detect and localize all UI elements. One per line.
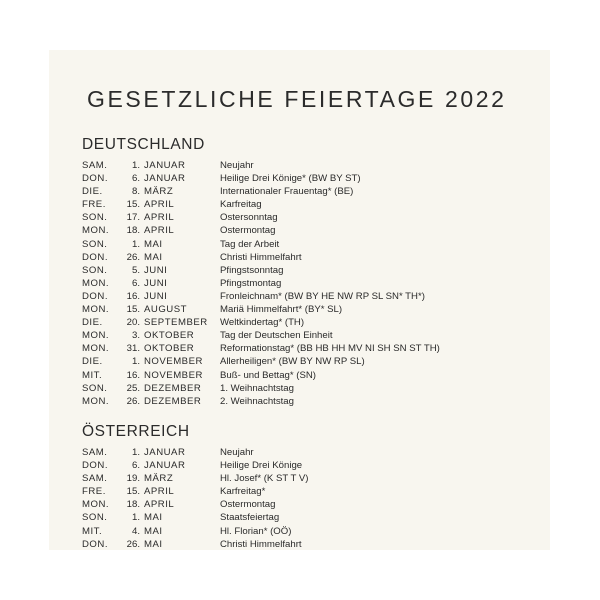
weekday-label: MON. xyxy=(82,499,110,511)
month-label: MAI xyxy=(144,512,163,524)
weekday-label: MON. xyxy=(82,343,110,355)
weekday-label: MON. xyxy=(82,330,110,342)
month-label: JANUAR xyxy=(144,447,186,458)
holiday-name: Ostermontag xyxy=(220,225,276,237)
month-label: DEZEMBER xyxy=(144,382,202,394)
date-number: 1. xyxy=(131,160,140,171)
holiday-name: Reformationstag* (BB HB HH MV NI SH SN ST TH) xyxy=(220,343,440,355)
month-label: MÄRZ xyxy=(144,186,174,198)
weekday-label: SON. xyxy=(82,382,108,394)
date-number: 18. xyxy=(126,225,140,237)
date-number: 6. xyxy=(131,460,140,472)
weekday-label: DON. xyxy=(82,460,108,472)
weekday-label: DON. xyxy=(82,538,108,550)
month-label: APRIL xyxy=(144,212,175,224)
month-label: APRIL xyxy=(144,199,175,211)
month-label: NOVEMBER xyxy=(144,369,203,381)
date-number: 3. xyxy=(131,330,140,342)
month-label: OKTOBER xyxy=(144,343,195,355)
date-number: 15. xyxy=(126,199,140,211)
month-label: MAI xyxy=(144,251,163,263)
holiday-name: Hl. Josef* (K ST T V) xyxy=(220,473,309,485)
month-label: MÄRZ xyxy=(144,473,174,485)
holiday-name: 1. Weihnachtstag xyxy=(220,382,294,394)
date-number: 4. xyxy=(131,525,140,537)
date-number: 26. xyxy=(126,538,140,550)
date-number: 1. xyxy=(131,356,140,368)
section-heading-austria: ÖSTERREICH xyxy=(82,423,190,440)
weekday-label: SON. xyxy=(82,212,108,224)
holiday-name: Tag der Arbeit xyxy=(220,238,280,250)
date-number: 5. xyxy=(131,264,140,276)
holiday-name: Christi Himmelfahrt xyxy=(220,538,302,550)
holiday-name: Tag der Deutschen Einheit xyxy=(220,330,333,342)
holiday-name: Allerheiligen* (BW BY NW RP SL) xyxy=(220,356,365,368)
date-number: 26. xyxy=(126,395,140,407)
holiday-name: Hl. Florian* (OÖ) xyxy=(220,525,292,537)
holiday-name: Karfreitag xyxy=(220,199,262,211)
holiday-name: Ostersonntag xyxy=(220,212,278,224)
holiday-name: 2. Weihnachtstag xyxy=(220,395,294,407)
weekday-label: FRE. xyxy=(82,486,106,498)
holiday-name: Pfingstmontag xyxy=(220,277,282,289)
month-label: AUGUST xyxy=(144,304,187,316)
holiday-name: Karfreitag* xyxy=(220,486,266,498)
date-number: 15. xyxy=(126,304,140,316)
weekday-label: SAM. xyxy=(82,473,108,485)
month-label: SEPTEMBER xyxy=(144,317,208,329)
date-number: 18. xyxy=(126,499,140,511)
weekday-label: DON. xyxy=(82,173,108,185)
weekday-label: DON. xyxy=(82,290,108,302)
holiday-name: Ostermontag xyxy=(220,499,276,511)
weekday-label: DON. xyxy=(82,251,108,263)
month-label: OKTOBER xyxy=(144,330,195,342)
month-label: MAI xyxy=(144,538,163,550)
holiday-name: Pfingstsonntag xyxy=(220,264,284,276)
date-number: 8. xyxy=(131,186,140,198)
month-label: APRIL xyxy=(144,499,175,511)
month-label: JUNI xyxy=(144,264,168,276)
date-number: 31. xyxy=(126,343,140,355)
date-number: 1. xyxy=(131,447,140,458)
holiday-name: Heilige Drei Könige xyxy=(220,460,303,472)
holiday-name: Heilige Drei Könige* (BW BY ST) xyxy=(220,173,361,185)
holiday-name: Internationaler Frauentag* (BE) xyxy=(220,186,354,198)
month-label: MAI xyxy=(144,525,163,537)
page-title: GESETZLICHE FEIERTAGE 2022 xyxy=(87,86,507,112)
weekday-label: MIT. xyxy=(82,525,103,537)
weekday-label: DIE. xyxy=(82,186,103,198)
month-label: JANUAR xyxy=(144,160,186,171)
weekday-label: MIT. xyxy=(82,369,103,381)
weekday-label: MON. xyxy=(82,395,110,407)
weekday-label: SON. xyxy=(82,512,108,524)
holiday-name: Neujahr xyxy=(220,447,254,458)
date-number: 16. xyxy=(126,369,140,381)
weekday-label: DIE. xyxy=(82,317,103,329)
date-number: 26. xyxy=(126,251,140,263)
date-number: 20. xyxy=(126,317,140,329)
month-label: APRIL xyxy=(144,225,175,237)
holiday-name: Neujahr xyxy=(220,160,254,171)
date-number: 1. xyxy=(131,512,140,524)
date-number: 1. xyxy=(131,238,140,250)
weekday-label: SAM. xyxy=(82,160,108,171)
date-number: 6. xyxy=(131,173,140,185)
holiday-name: Mariä Himmelfahrt* (BY* SL) xyxy=(220,304,343,316)
holiday-name: Buß- und Bettag* (SN) xyxy=(220,369,316,381)
weekday-label: SON. xyxy=(82,238,108,250)
month-label: JUNI xyxy=(144,290,168,302)
month-label: APRIL xyxy=(144,486,175,498)
holiday-name: Weltkindertag* (TH) xyxy=(220,317,305,329)
month-label: NOVEMBER xyxy=(144,356,203,368)
weekday-label: DIE. xyxy=(82,356,103,368)
weekday-label: MON. xyxy=(82,277,110,289)
date-number: 19. xyxy=(126,473,140,485)
calendar-page xyxy=(49,50,550,550)
weekday-label: MON. xyxy=(82,304,110,316)
month-label: DEZEMBER xyxy=(144,395,202,407)
holiday-name: Fronleichnam* (BW BY HE NW RP SL SN* TH*) xyxy=(220,290,425,302)
weekday-label: FRE. xyxy=(82,199,106,211)
holiday-name: Christi Himmelfahrt xyxy=(220,251,302,263)
month-label: JUNI xyxy=(144,277,168,289)
weekday-label: SON. xyxy=(82,264,108,276)
date-number: 15. xyxy=(126,486,140,498)
holiday-name: Staatsfeiertag xyxy=(220,512,280,524)
date-number: 25. xyxy=(126,382,140,394)
month-label: JANUAR xyxy=(144,460,186,472)
date-number: 16. xyxy=(126,290,140,302)
date-number: 6. xyxy=(131,277,140,289)
date-number: 17. xyxy=(126,212,140,224)
section-heading-germany: DEUTSCHLAND xyxy=(82,136,205,153)
weekday-label: SAM. xyxy=(82,447,108,458)
weekday-label: MON. xyxy=(82,225,110,237)
month-label: MAI xyxy=(144,238,163,250)
month-label: JANUAR xyxy=(144,173,186,185)
